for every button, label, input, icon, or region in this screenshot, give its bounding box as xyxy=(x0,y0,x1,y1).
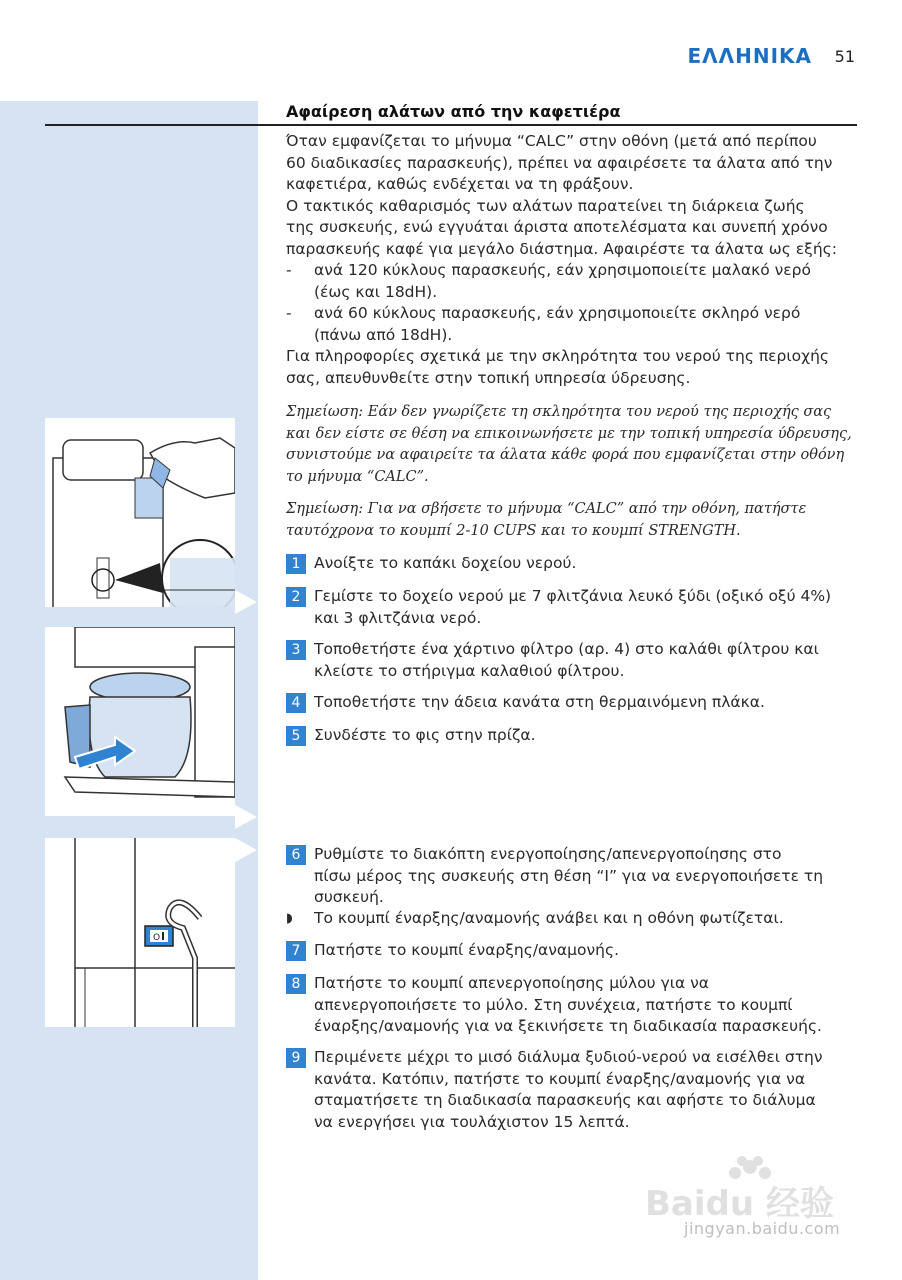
note-line: ταυτόχρονα το κουμπί 2-10 CUPS και το κουμπί STRENGTH. xyxy=(286,522,741,539)
watermark-logo-text: Baidu 经验 xyxy=(645,1184,834,1224)
baidu-paw-logo-icon xyxy=(640,1155,860,1225)
illustration-pointer xyxy=(235,590,257,614)
power-switch-drawing xyxy=(45,838,235,1027)
note-line: το μήνυμα “CALC”. xyxy=(286,468,429,485)
step-line: κανάτα. Κατόπιν, πατήστε το κουμπί έναρξης/αναμονής για να xyxy=(314,1069,806,1088)
note-line: Σημείωση: Για να σβήσετε το μήνυμα “CALC” από την οθόνη, πατήστε xyxy=(286,501,807,517)
intro-line: Όταν εμφανίζεται το μήνυμα “CALC” στην οθόνη (μετά από περίπου xyxy=(286,132,817,150)
step-line: να ενεργήσει για τουλάχιστον 15 λεπτά. xyxy=(314,1112,630,1131)
outro-line: σας, απευθυνθείτε στην τοπική υπηρεσία ύδρευσης. xyxy=(286,368,691,387)
step-line: Περιμένετε μέχρι το μισό διάλυμα ξυδιού-νερού να εισέλθει στην xyxy=(314,1048,823,1066)
section-divider xyxy=(45,124,857,126)
language-header: ΕΛΛΗΝΙΚΑ xyxy=(687,44,812,68)
outro-line: Για πληροφορίες σχετικά με την σκληρότητα του νερού της περιοχής xyxy=(286,347,829,365)
bullet-dash: - xyxy=(286,304,292,322)
step-line: συσκευή. xyxy=(314,888,384,906)
bullet-item xyxy=(286,303,856,346)
step-4 xyxy=(286,692,856,714)
page-number: 51 xyxy=(834,47,855,66)
svg-text:O: O xyxy=(153,933,161,943)
illustration-fill-water-tank xyxy=(45,418,235,607)
intro-line: παρασκευής καφέ για μεγάλο διάστημα. Αφαιρέστε τα άλατα ως εξής: xyxy=(286,239,837,258)
intro-line: της συσκευής, ενώ εγγυάται άριστα αποτελέσματα και συνεπή χρόνο xyxy=(286,218,828,236)
step-number-badge: 3 xyxy=(286,640,306,660)
bullet-line: (πάνω από 18dH). xyxy=(314,325,453,344)
bullet-line: ανά 120 κύκλους παρασκευής, εάν χρησιμοποιείτε μαλακό νερό xyxy=(314,261,812,279)
step-number-badge: 5 xyxy=(286,726,306,746)
result-text: Το κουμπί έναρξης/αναμονής ανάβει και η οθόνη φωτίζεται. xyxy=(314,909,784,927)
step-6-result xyxy=(286,908,856,930)
illustration-power-switch xyxy=(45,838,235,1027)
step-line: κλείστε το στήριγμα καλαθιού φίλτρου. xyxy=(314,661,625,680)
note-line: συνιστούμε να αφαιρείτε τα άλατα κάθε φορά που εμφανίζεται στην οθόνη xyxy=(286,447,845,463)
section-title: Αφαίρεση αλάτων από την καφετιέρα xyxy=(286,102,621,121)
step-line: Ρυθμίστε το διακόπτη ενεργοποίησης/απενεργοποίησης στο xyxy=(314,845,782,863)
step-7 xyxy=(286,940,856,962)
step-line: πίσω μέρος της συσκευής στη θέση “I” για να ενεργοποιήσετε τη xyxy=(314,866,824,885)
note-water-hardness xyxy=(286,402,856,488)
bullet-item xyxy=(286,260,856,303)
step-9 xyxy=(286,1047,856,1133)
step-number-badge: 9 xyxy=(286,1048,306,1068)
result-bullet-icon: ◗ xyxy=(286,911,293,926)
step-line: και 3 φλιτζάνια νερό. xyxy=(314,608,482,627)
step-line: Τοποθετήστε την άδεια κανάτα στη θερμαινόμενη πλάκα. xyxy=(314,693,765,711)
step-number-badge: 6 xyxy=(286,845,306,865)
intro-line: Ο τακτικός καθαρισμός των αλάτων παρατείνει τη διάρκεια ζωής xyxy=(286,196,805,215)
step-line: Πατήστε το κουμπί απενεργοποίησης μύλου για να xyxy=(314,974,710,992)
intro-line: καφετιέρα, καθώς ενδέχεται να τη φράξουν. xyxy=(286,175,634,193)
illustration-insert-carafe xyxy=(45,627,235,816)
bullet-line: (έως και 18dH). xyxy=(314,282,438,301)
intro-block xyxy=(286,131,856,389)
step-line: Ανοίξτε το καπάκι δοχείου νερού. xyxy=(314,554,577,572)
step-6 xyxy=(286,844,856,909)
step-1 xyxy=(286,553,856,575)
intro-line: 60 διαδικασίες παρασκευής), πρέπει να αφαιρέσετε τα άλατα από την xyxy=(286,153,833,172)
step-8 xyxy=(286,973,856,1038)
bullet-line: ανά 60 κύκλους παρασκευής, εάν χρησιμοποιείτε σκληρό νερό xyxy=(314,304,801,322)
step-number-badge: 1 xyxy=(286,554,306,574)
illustration-pointer xyxy=(235,805,257,829)
step-number-badge: 2 xyxy=(286,587,306,607)
bullet-dash: - xyxy=(286,261,292,279)
insert-carafe-drawing xyxy=(45,627,235,816)
step-line: Συνδέστε το φις στην πρίζα. xyxy=(314,726,536,744)
step-5 xyxy=(286,725,856,747)
note-line: Σημείωση: Εάν δεν γνωρίζετε τη σκληρότητα του νερού της περιοχής σας xyxy=(286,404,832,420)
step-line: Πατήστε το κουμπί έναρξης/αναμονής. xyxy=(314,941,620,959)
step-line: έναρξης/αναμονής για να ξεκινήσετε τη διαδικασία παρασκευής. xyxy=(314,1017,822,1035)
step-line: Τοποθετήστε ένα χάρτινο φίλτρο (αρ. 4) στο καλάθι φίλτρου και xyxy=(314,640,819,658)
step-line: απενεργοποιήσετε το μύλο. Στη συνέχεια, πατήστε το κουμπί xyxy=(314,995,793,1014)
step-2 xyxy=(286,586,856,629)
illustration-pointer xyxy=(235,838,257,862)
baidu-watermark xyxy=(640,1155,860,1265)
step-number-badge: 4 xyxy=(286,693,306,713)
fill-water-tank-drawing xyxy=(45,418,235,607)
note-line: και δεν είστε σε θέση να επικοινωνήσετε με την τοπική υπηρεσία ύδρευσης, xyxy=(286,425,852,442)
watermark-url: jingyan.baidu.com xyxy=(684,1219,841,1238)
note-clear-calc xyxy=(286,499,856,542)
step-3 xyxy=(286,639,856,682)
step-number-badge: 8 xyxy=(286,974,306,994)
step-number-badge: 7 xyxy=(286,941,306,961)
step-line: Γεμίστε το δοχείο νερού με 7 φλιτζάνια λευκό ξύδι (οξικό οξύ 4%) xyxy=(314,587,832,605)
step-line: σταματήσετε τη διαδικασία παρασκευής και αφήστε το διάλυμα xyxy=(314,1091,816,1109)
